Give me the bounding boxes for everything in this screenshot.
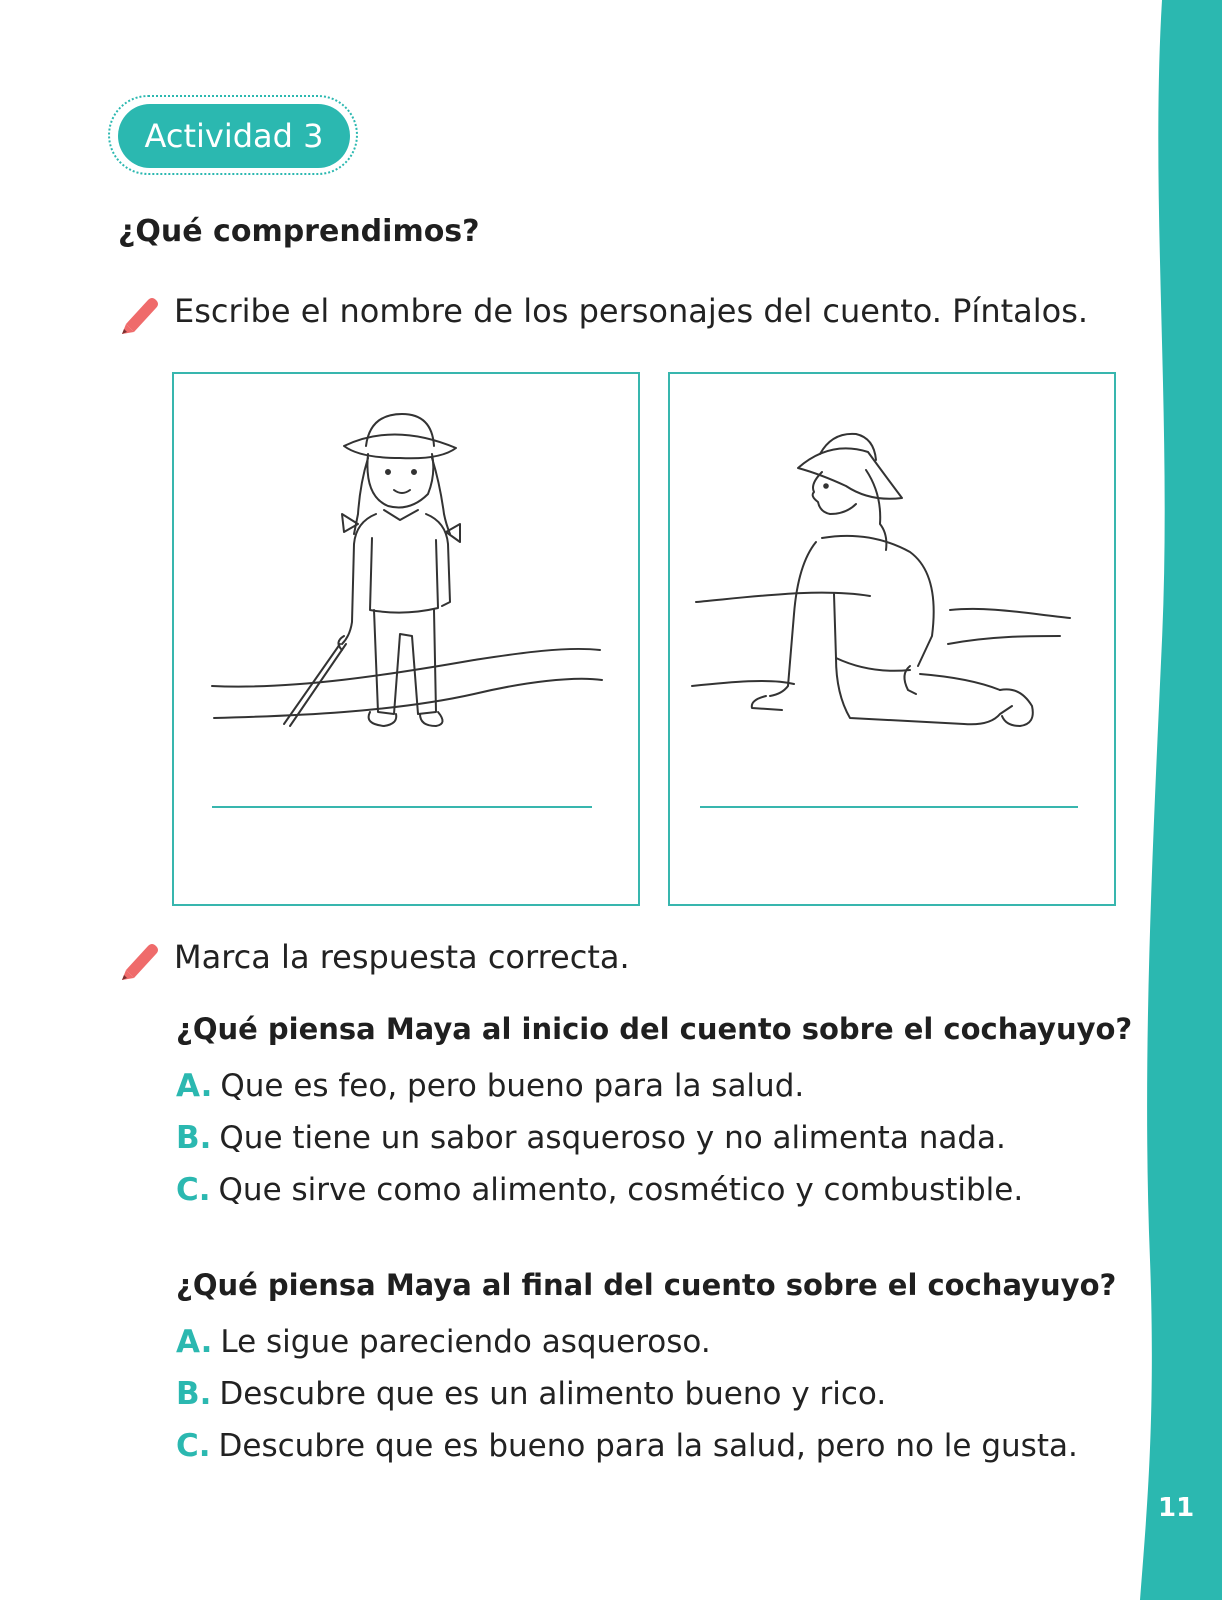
name-writing-line-2[interactable]	[700, 806, 1078, 808]
question-1-option-b[interactable]	[176, 1120, 1006, 1156]
activity-badge	[118, 104, 350, 168]
pencil-icon	[118, 938, 162, 982]
option-text: Descubre que es bueno para la salud, pero no le gusta.	[218, 1428, 1078, 1464]
option-text: Que sirve como alimento, cosmético y combustible.	[218, 1172, 1024, 1208]
woman-kneeling-on-beach-illustration	[670, 374, 1114, 904]
section-heading: ¿Qué comprendimos?	[118, 214, 480, 249]
character-frame-1	[172, 372, 640, 906]
option-letter: B.	[176, 1120, 212, 1156]
option-text: Descubre que es un alimento bueno y rico.	[219, 1376, 887, 1412]
option-text: Le sigue pareciendo asqueroso.	[220, 1324, 711, 1360]
question-2: ¿Qué piensa Maya al final del cuento sobre el cochayuyo?	[176, 1268, 1117, 1302]
question-1-option-a[interactable]	[176, 1068, 804, 1104]
question-2-option-b[interactable]	[176, 1376, 886, 1412]
question-2-option-a[interactable]	[176, 1324, 711, 1360]
option-letter: A.	[176, 1324, 213, 1360]
activity-label: Actividad 3	[144, 117, 324, 155]
character-frame-2	[668, 372, 1116, 906]
question-1-option-c[interactable]	[176, 1172, 1023, 1208]
option-text: Que es feo, pero bueno para la salud.	[220, 1068, 805, 1104]
option-letter: C.	[176, 1172, 211, 1208]
question-1: ¿Qué piensa Maya al inicio del cuento sobre el cochayuyo?	[176, 1012, 1133, 1046]
girl-with-hat-and-stick-illustration	[174, 374, 638, 904]
option-letter: C.	[176, 1428, 211, 1464]
page-number: 11	[1158, 1493, 1195, 1523]
option-text: Que tiene un sabor asqueroso y no alimenta nada.	[219, 1120, 1006, 1156]
question-2-option-c[interactable]	[176, 1428, 1078, 1464]
name-writing-line-1[interactable]	[212, 806, 592, 808]
pencil-icon	[118, 292, 162, 336]
option-letter: A.	[176, 1068, 213, 1104]
instruction-names: Escribe el nombre de los personajes del cuento. Píntalos.	[174, 292, 1089, 330]
option-letter: B.	[176, 1376, 212, 1412]
instruction-mark: Marca la respuesta correcta.	[174, 938, 630, 976]
